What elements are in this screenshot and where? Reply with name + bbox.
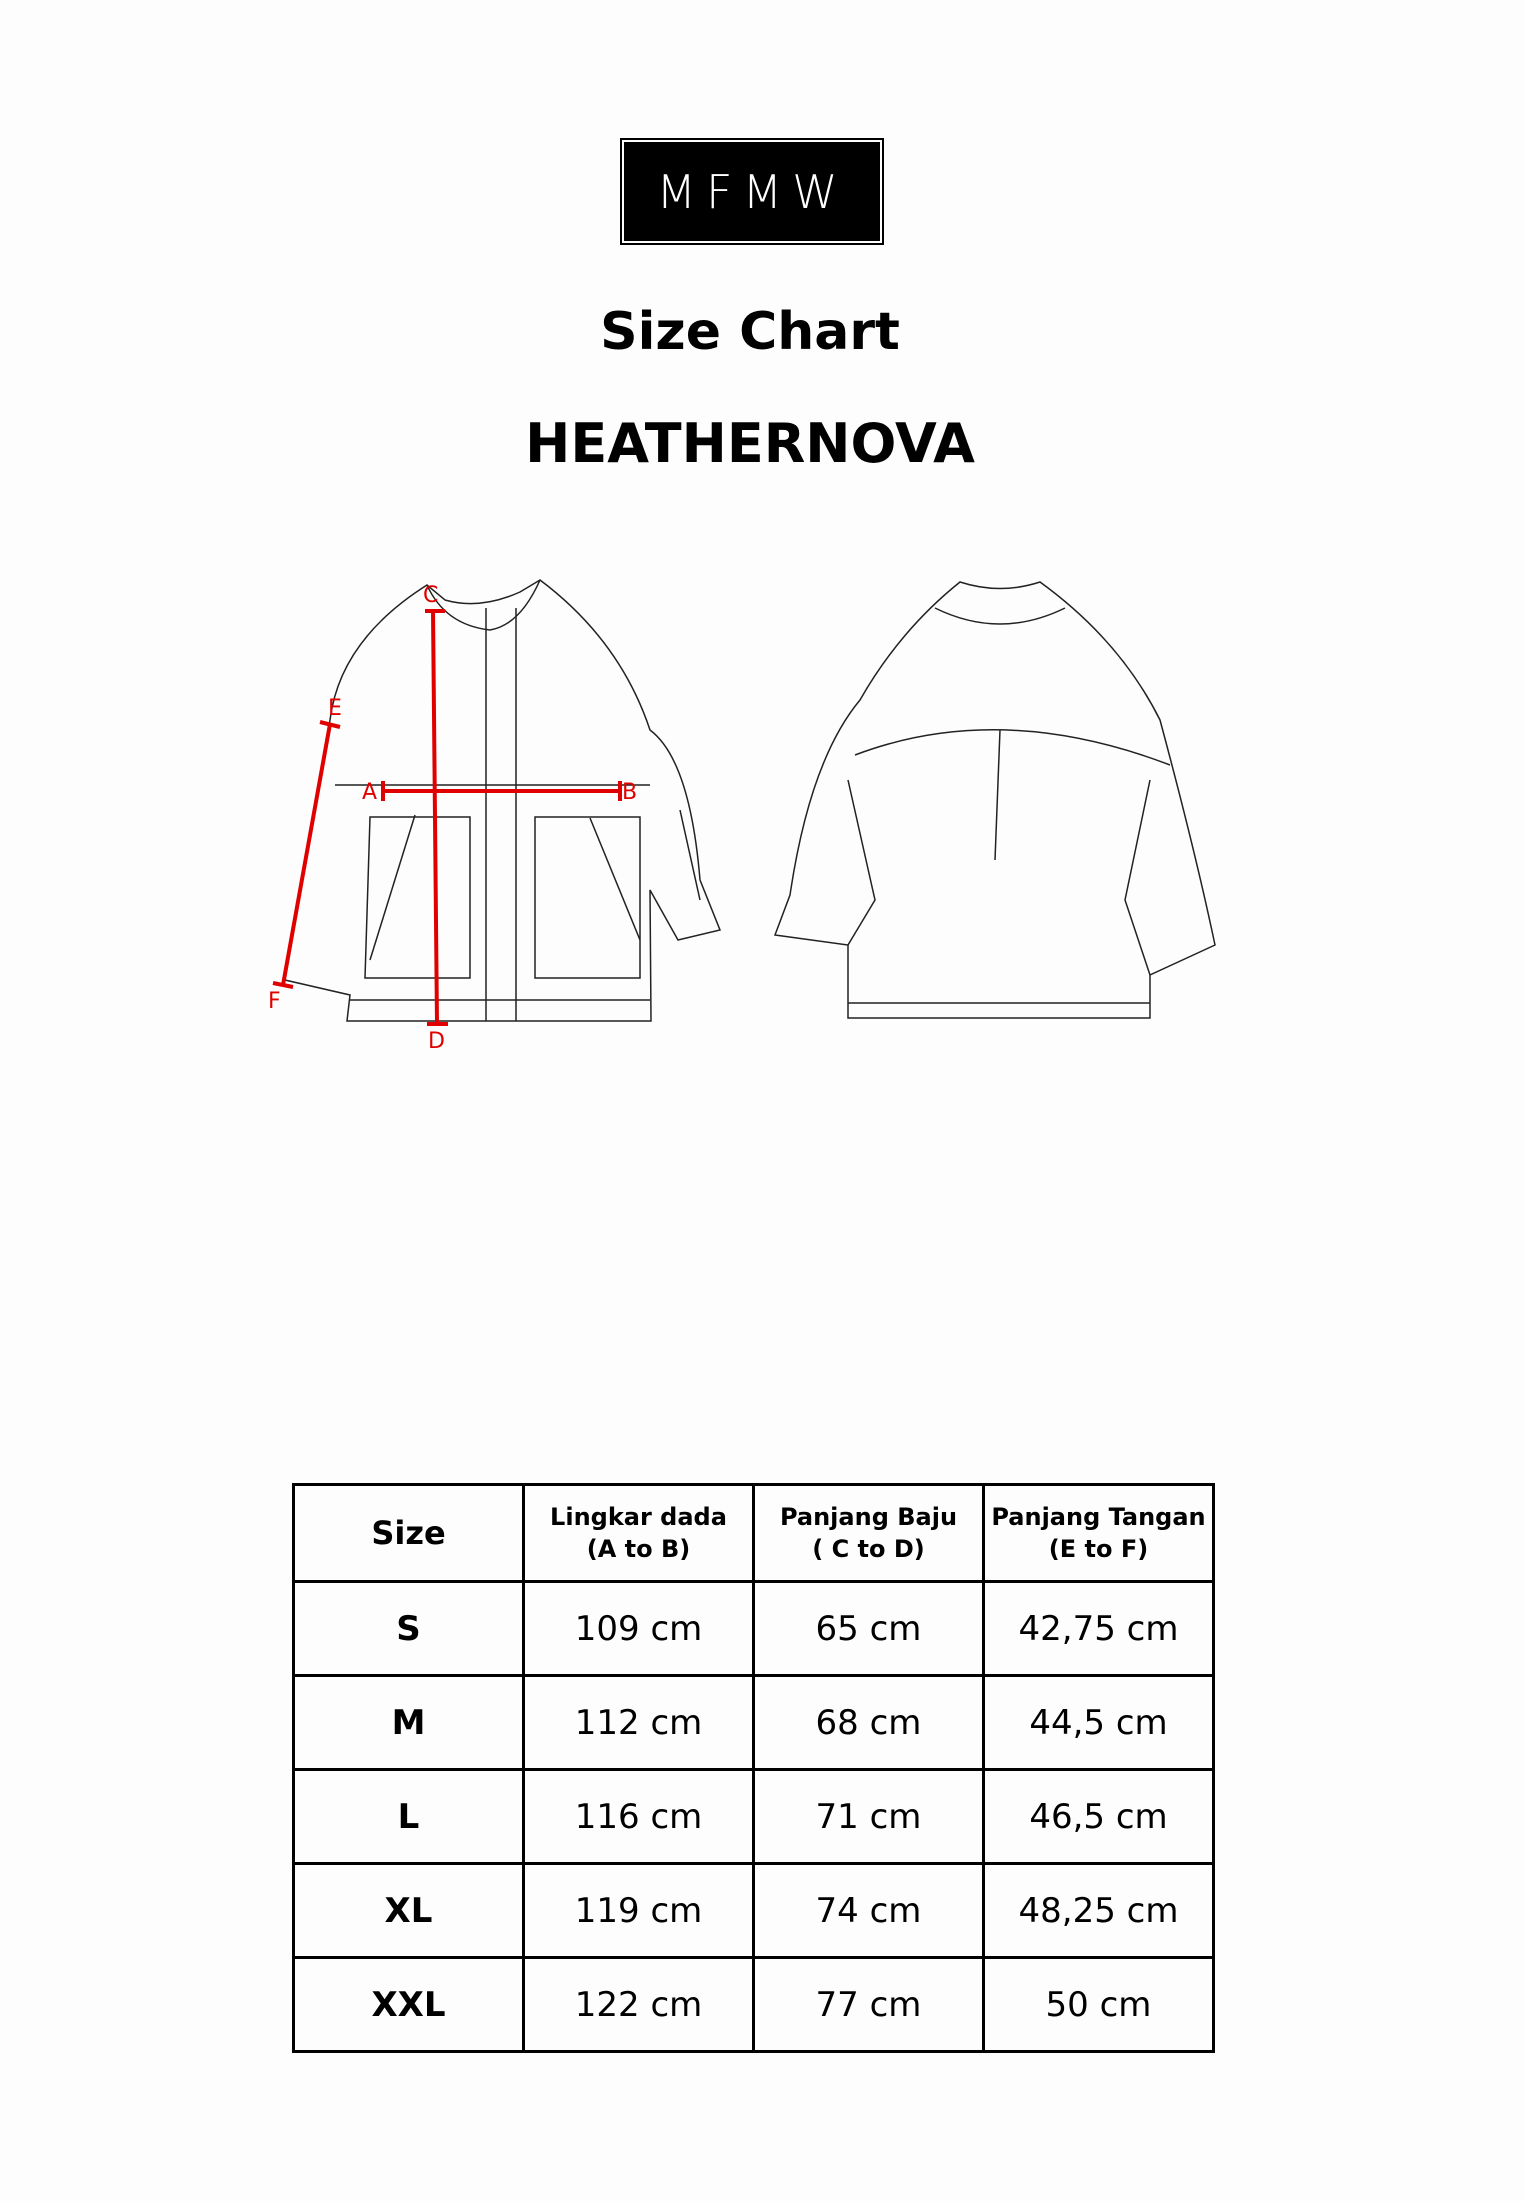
label-e: E bbox=[328, 696, 342, 721]
label-d: D bbox=[428, 1029, 445, 1054]
table-row bbox=[294, 1958, 1214, 2052]
header-size: Size bbox=[294, 1485, 524, 1582]
cell-size: L bbox=[294, 1770, 524, 1864]
header-sleeve bbox=[984, 1485, 1214, 1582]
label-a: A bbox=[362, 780, 378, 805]
cell-sleeve: 50 cm bbox=[984, 1958, 1214, 2052]
table-row bbox=[294, 1676, 1214, 1770]
cell-sleeve: 44,5 cm bbox=[984, 1676, 1214, 1770]
table-row bbox=[294, 1582, 1214, 1676]
header-length bbox=[754, 1485, 984, 1582]
table-row bbox=[294, 1864, 1214, 1958]
cell-length: 74 cm bbox=[754, 1864, 984, 1958]
cell-length: 77 cm bbox=[754, 1958, 984, 2052]
cell-sleeve: 46,5 cm bbox=[984, 1770, 1214, 1864]
cell-length: 65 cm bbox=[754, 1582, 984, 1676]
page-title: Size Chart bbox=[600, 302, 900, 362]
front-jacket-drawing bbox=[285, 580, 720, 1021]
header-line: Lingkar dada bbox=[550, 1503, 727, 1531]
table-header-row bbox=[294, 1485, 1214, 1582]
cell-length: 71 cm bbox=[754, 1770, 984, 1864]
header-chest bbox=[524, 1485, 754, 1582]
measure-line-e-f bbox=[283, 724, 330, 985]
cell-chest: 112 cm bbox=[524, 1676, 754, 1770]
header-line: ( C to D) bbox=[812, 1535, 925, 1563]
header-line: Panjang Baju bbox=[779, 1503, 958, 1531]
cell-sleeve: 48,25 cm bbox=[984, 1864, 1214, 1958]
table-row bbox=[294, 1770, 1214, 1864]
label-f: F bbox=[268, 989, 281, 1014]
cell-chest: 116 cm bbox=[524, 1770, 754, 1864]
measure-line-c-d bbox=[433, 611, 437, 1024]
cell-sleeve: 42,75 cm bbox=[984, 1582, 1214, 1676]
jacket-diagram bbox=[0, 0, 1525, 1100]
cell-chest: 109 cm bbox=[524, 1582, 754, 1676]
cell-length: 68 cm bbox=[754, 1676, 984, 1770]
size-table bbox=[292, 1483, 1215, 2053]
cell-size: S bbox=[294, 1582, 524, 1676]
header-line: (A to B) bbox=[586, 1535, 691, 1563]
logo-text: MFMW bbox=[656, 164, 848, 219]
label-c: C bbox=[423, 583, 439, 608]
label-b: B bbox=[622, 780, 638, 805]
header-line: Panjang Tangan bbox=[991, 1503, 1206, 1531]
cell-size: XL bbox=[294, 1864, 524, 1958]
product-name: HEATHERNOVA bbox=[525, 412, 975, 475]
cell-chest: 122 cm bbox=[524, 1958, 754, 2052]
cell-size: XXL bbox=[294, 1958, 524, 2052]
header-line: (E to F) bbox=[1048, 1535, 1149, 1563]
cell-size: M bbox=[294, 1676, 524, 1770]
back-jacket-drawing bbox=[775, 582, 1215, 1018]
cell-chest: 119 cm bbox=[524, 1864, 754, 1958]
